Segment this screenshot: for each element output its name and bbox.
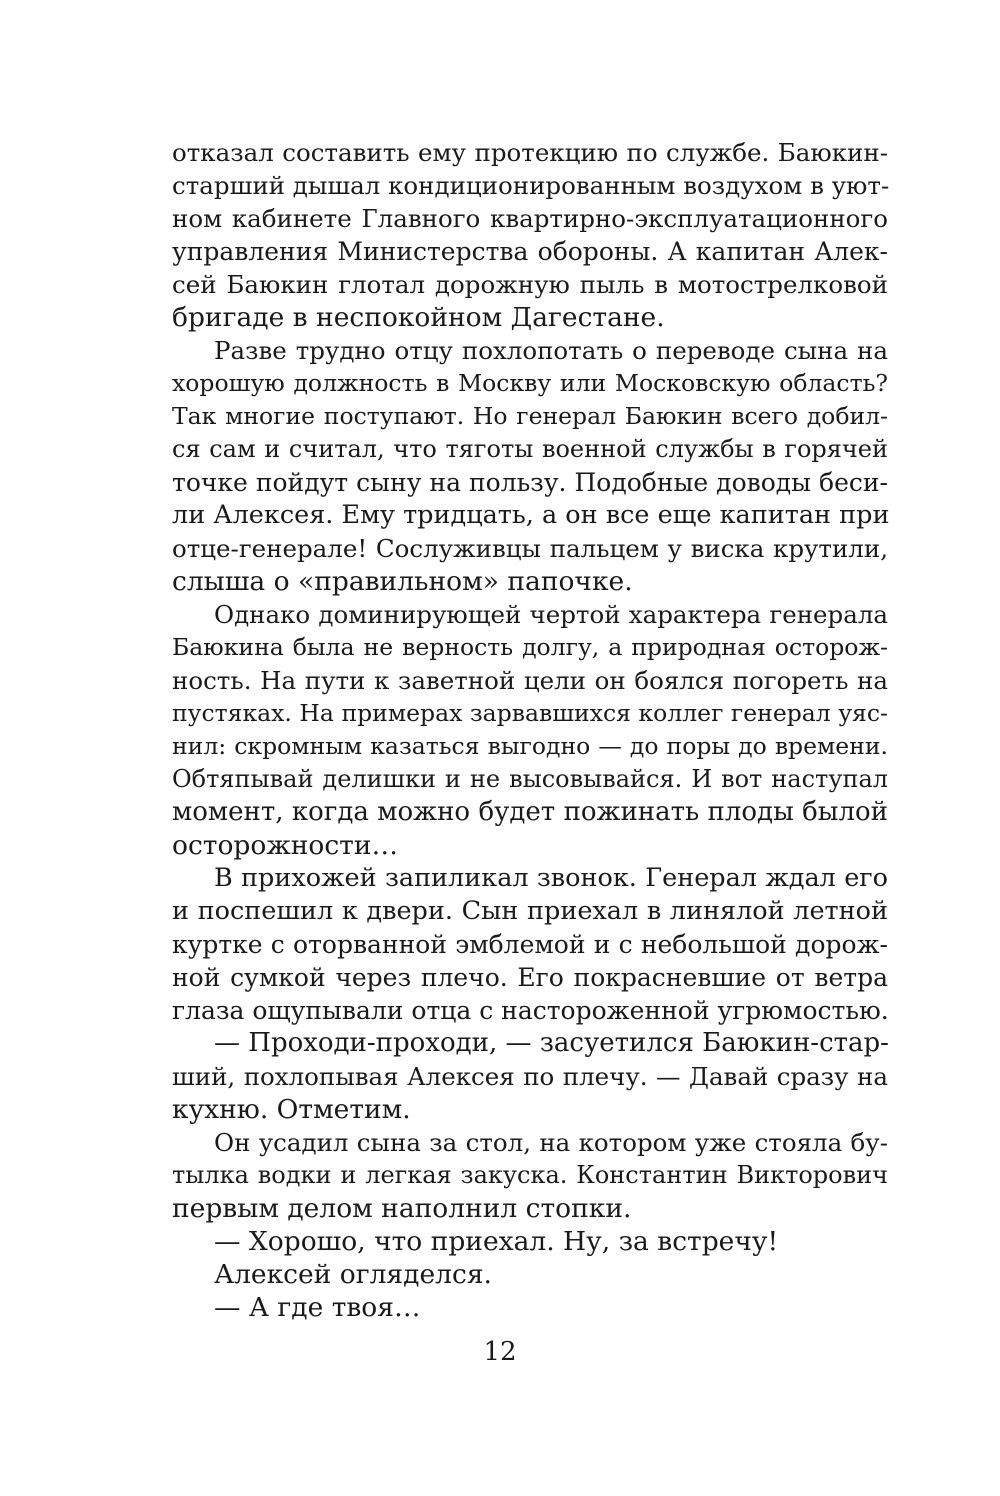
text-line: пустяках. На примерах зарвавшихся коллег генерал уяс- (172, 699, 888, 727)
text-line: бригаде в неспокойном Дагестане. (172, 302, 665, 333)
text-line: — Хорошо, что приехал. Ну, за встречу! (214, 1226, 779, 1257)
text-line: Он усадил сына за стол, на котором уже стояла бу- (214, 1128, 888, 1157)
text-line: сей Баюкин глотал дорожную пыль в мотострелковой (172, 270, 888, 299)
page-number: 12 (483, 1337, 517, 1367)
text-line: ной сумкой через плечо. Его покрасневшие от ветра (172, 963, 888, 992)
text-line: глаза ощупывали отца с настороженной угрюмостью. (172, 996, 889, 1025)
text-line: — А где твоя… (214, 1292, 421, 1323)
text-line: нил: скромным казаться выгодно — до поры до времени. (172, 732, 888, 760)
text-line: тылка водки и легкая закуска. Константин Викторович (172, 1161, 888, 1189)
text-line: и поспешил к двери. Сын приехал в линялой летной (172, 896, 888, 926)
text-line: старший дышал кондиционированным воздухом в уют- (172, 171, 890, 200)
text-line: управления Министерства обороны. А капитан Алек- (172, 237, 888, 266)
text-line: ли Алексея. Ему тридцать, а он все еще капитан при (172, 500, 890, 530)
text-line: куртке с оторванной эмблемой и с небольшой дорож- (172, 930, 888, 959)
text-line: отказал составить ему протекцию по службе. Баюкин- (172, 138, 888, 167)
text-line: кухню. Отметим. (172, 1094, 411, 1125)
text-line: — Проходи-проходи, — засуетился Баюкин-стар- (214, 1028, 889, 1058)
text-line: точке пойдут сыну на пользу. Подобные доводы беси- (172, 468, 888, 497)
text-line: Разве трудно отцу похлопотать о переводе сына на (214, 336, 888, 365)
text-line: Обтяпывай делишки и не высовывайся. И вот наступал (172, 765, 888, 793)
text-line: Баюкина была не верность долгу, а природная осторож- (172, 633, 888, 661)
text-line: В прихожей запиликал звонок. Генерал ждал его (214, 863, 888, 893)
text-line: Так многие поступают. Но генерал Баюкин всего добил- (172, 402, 888, 430)
text-line: слыша о «правильном» папочке. (172, 566, 633, 597)
text-line: Алексей огляделся. (214, 1259, 492, 1290)
text-line: отце-генерале! Сослуживцы пальцем у виска крутили, (172, 534, 888, 563)
text-line: первым делом наполнил стопки. (172, 1193, 632, 1224)
text-line: ность. На пути к заветной цели он боялся погореть на (172, 666, 888, 695)
text-line: Однако доминирующей чертой характера генерала (214, 600, 888, 629)
text-line: момент, когда можно будет пожинать плоды былой (172, 797, 888, 827)
page-text (172, 136, 888, 1324)
text-line: ся сам и считал, что тяготы военной службы в горячей (172, 435, 888, 463)
text-line: ном кабинете Главного квартирно-эксплуатационного (172, 204, 888, 233)
text-line: осторожности… (172, 830, 398, 861)
text-line: ший, похлопывая Алексея по плечу. — Давай сразу на (172, 1062, 888, 1091)
text-line: хорошую должность в Москву или Московскую область? (172, 369, 888, 397)
